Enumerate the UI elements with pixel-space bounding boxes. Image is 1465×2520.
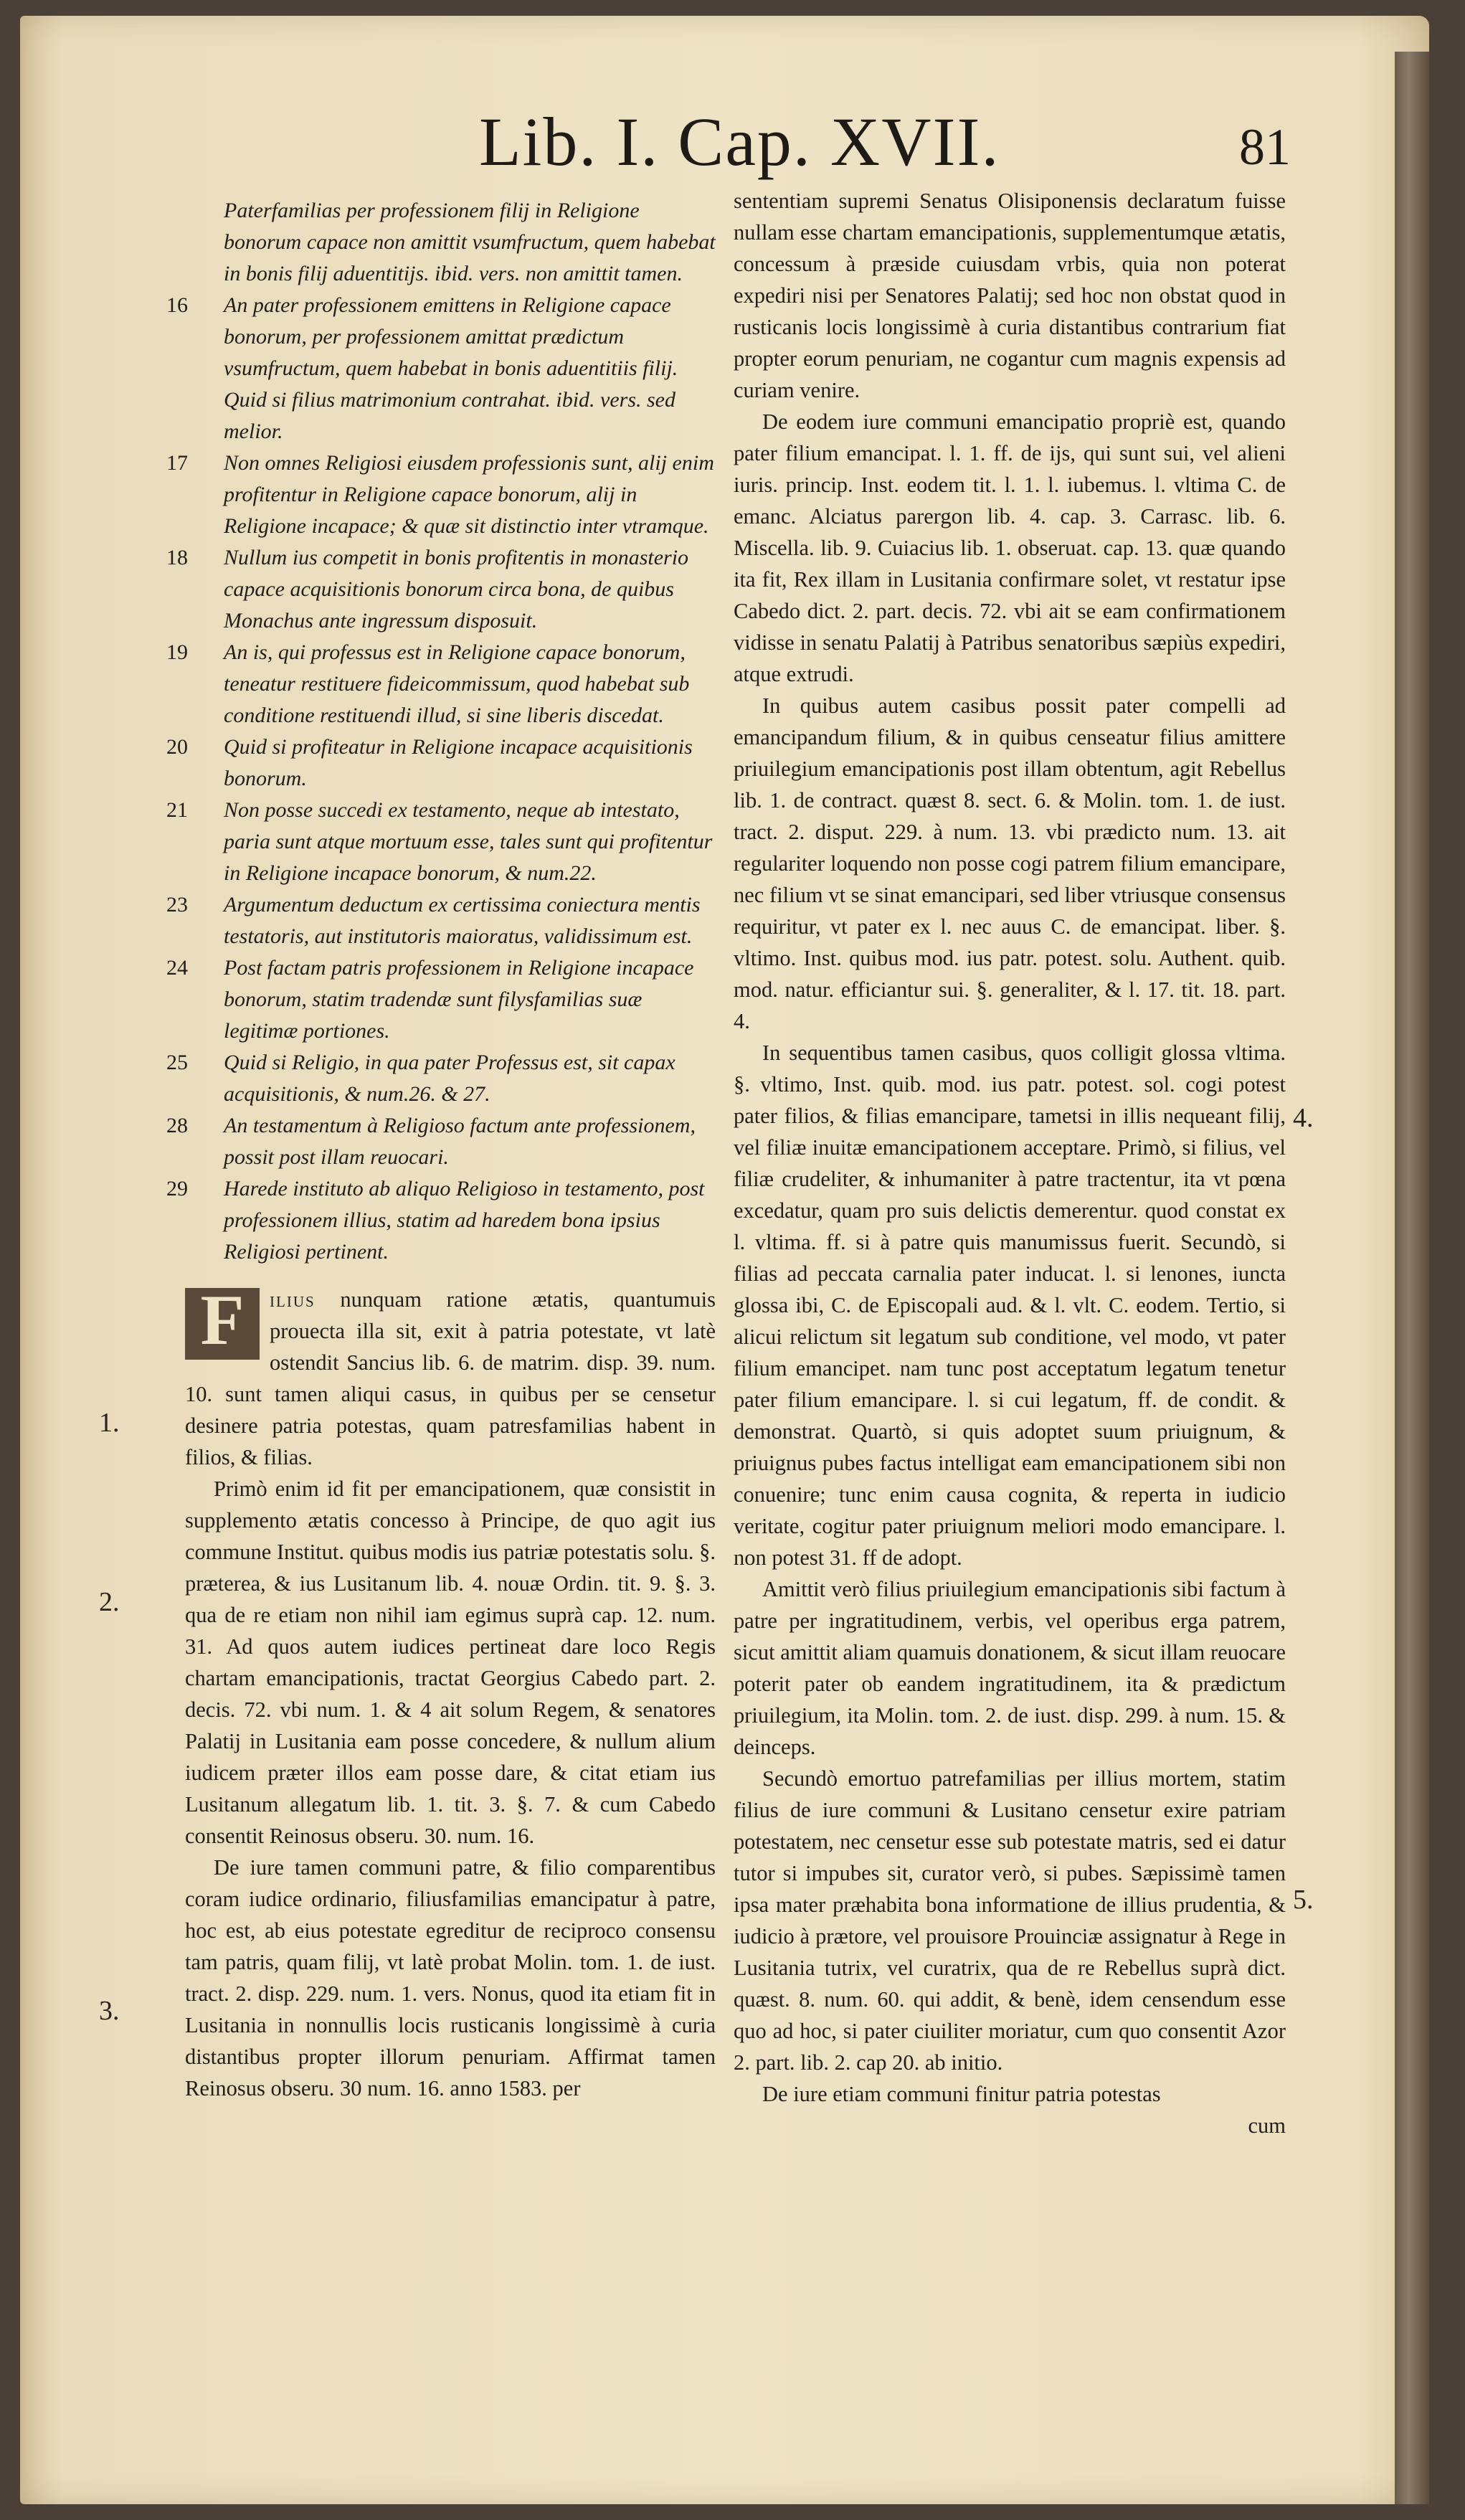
book-page — [20, 16, 1429, 2504]
summary-item — [185, 195, 716, 290]
summary-text: Quid si filius matrimonium contrahat. ibid. vers. sed melior. — [224, 388, 675, 443]
summary-item — [166, 637, 716, 731]
summary-number: 19 — [166, 640, 188, 664]
margin-number: 3. — [99, 1996, 120, 2026]
summary-item — [166, 542, 716, 637]
paragraph: In sequentibus tamen casibus, quos colligit glossa vltima. §. vltimo, Inst. quib. mod. ius patr. potest. sol. cogi potest pater filios, & filias emancipare, tametsi in illis nequeant filij, vel filiæ inuitæ emancipationem acceptare. Primò, si filius, vel filiæ crudeliter, & inhumaniter à patre tractentur, ita vt pœna excedatur, quam pro suis delictis demerentur. quod constat ex l. vltima. ff. si à patre quis manumissus fuerit. Secundò, si filias ad peccata carnalia pater inducat. l. si lenones, iuncta glossa ibi, C. de Episcopali aud. & l. vlt. C. eodem. Tertio, si alicui relictum sit legatum sub conditione, vel modo, vt pater filium emancipet. nam tunc post acceptatum legatum tenetur pater filium emancipare. l. si cui legatum, ff. de condit. & demonstrat. Quartò, si quis adoptet suum priuignum, & priuignus pubes factus intelligat eam emancipationem sibi non conuenire; tunc enim causa cognita, & reperta in iudicio veritate, cogitur pater priuignum meliori modo emancipare. l. non potest 31. ff de adopt. — [734, 1041, 1286, 1570]
paragraph: In quibus autem casibus possit pater compelli ad emancipandum filium, & in quibus censeatur filius amittere priuilegium emancipationis post illam obtentum, agit Rebellus lib. 1. de contract. quæst 8. sect. 6. & Molin. tom. 1. de iust. tract. 2. disput. 229. à num. 13. vbi prædicto num. 13. ait regulariter loquendo non posse cogi patrem filium emancipare, nec filium vt se sinat emancipari, sed liber vtriusque consensus requiritur, vt pater ex l. nec auus C. de emancipat. liber. §. vltimo. Inst. quibus mod. ius patr. potest. solu. Authent. quib. mod. natur. efficiantur sui. §. generaliter, & l. 17. tit. 18. part. 4. — [734, 693, 1286, 1033]
summary-number: 17 — [166, 451, 188, 475]
summary-item — [166, 889, 716, 952]
paragraph-text: nunquam ratione ætatis, quantumuis prouecta illa sit, exit à patria potestate, vt latè ostendit Sancius lib. 6. de matrim. disp. 39. num. 10. sunt tamen aliqui casus, in quibus per se censetur desinere patria potestas, quam patresfamilias habent in filios, & filias. — [185, 1287, 716, 1469]
summary-item — [166, 1047, 716, 1110]
opening-word: ilius — [270, 1287, 316, 1312]
running-title: Lib. I. Cap. XVII. — [479, 103, 1000, 180]
summary-item — [166, 1110, 716, 1173]
page-edge — [1395, 52, 1429, 2504]
summary-text: Non omnes Religiosi eiusdem professionis sunt, alij enim profitentur in Religione capace bonorum, alij in Religione incapace; & quæ sit distinctio inter vtramque. — [224, 451, 714, 538]
paragraph: De eodem iure communi emancipatio propriè est, quando pater filium emancipat. l. 1. ff. de ijs, qui sunt sui, vel alieni iuris. princip. Inst. eodem tit. l. 1. l. iubemus. l. vltima C. de emanc. Alciatus parergon lib. 4. cap. 3. Carrasc. lib. 6. Miscella. lib. 9. Cuiacius lib. 1. obseruat. cap. 13. quæ quando ita fit, Rex illam in Lusitania confirmare solet, vt restatur ipse Cabedo dict. 2. part. decis. 72. vbi ait se eam confirmationem vidisse in senatu Palatij à Patribus senatoribus sæpiùs expediri, atque extrudi. — [734, 409, 1286, 686]
summary-item — [166, 731, 716, 795]
left-column — [166, 195, 716, 2104]
paragraph: De iure tamen communi patre, & filio comparentibus coram iudice ordinario, filiusfamilias emancipatur à patre, hoc est, ab eius potestate egreditur de reciproco consensu tam patris, quam filij, vt latè probat Molin. tom. 1. de iust. tract. 2. disp. 229. num. 1. vers. Nonus, quod ita etiam fit in Lusitania in nonnullis locis rusticanis longissimè à curia distantibus propter illorum penuriam. Affirmat tamen Reinosus obseru. 30 num. 16. anno 1583. per — [185, 1855, 716, 2100]
paragraph: sententiam supremi Senatus Olisiponensis declaratum fuisse nullam esse chartam emancipationis, supplementumque ætatis, concessum à præside cuiusdam vrbis, quia non poterat expediri nisi per Senatores Palatij; sed hoc non obstat quod in rusticanis locis longissimè à curia distantibus contrarium fiat propter eorum penuriam, ne cogantur cum magnis expensis ad curiam venire. — [734, 189, 1286, 402]
summary-number: 20 — [166, 735, 188, 759]
summary-text: Harede instituto ab aliquo Religioso in testamento, post professionem illius, statim ad haredem bona ipsius Religiosi pertinent. — [224, 1177, 705, 1264]
summary-item — [166, 795, 716, 889]
summary-number: 18 — [166, 546, 188, 569]
summary-text: Quid si profiteatur in Religione incapace acquisitionis bonorum. — [224, 735, 693, 790]
summary-text: Paterfamilias per professionem filij in Religione bonorum capace non amittit vsumfructum, quem habebat in bonis filij aduentitijs. ibid. vers. non amittit tamen. — [224, 199, 716, 285]
summary-text: Non posse succedi ex testamento, neque ab intestato, paria sunt atque mortuum esse, tales sunt qui profitentur in Religione incapace bonorum, & num.22. — [224, 798, 713, 885]
summary-list — [166, 195, 716, 1268]
summary-item — [185, 384, 716, 447]
right-column — [734, 185, 1286, 2141]
paragraph: Primò enim id fit per emancipationem, quæ consistit in supplemento ætatis concesso à Principe, de quo agit ius commune Institut. quibus modis ius patriæ potestatis solu. §. præterea, & ius Lusitanum lib. 4. nouæ Ordin. tit. 9. §. 3. qua de re etiam non nihil iam egimus suprà cap. 12. num. 31. Ad quos autem iudices pertineat dare loco Regis chartam emancipationis, tractat Georgius Cabedo part. 2. decis. 72. vbi num. 1. & 4 ait solum Regem, & senatores Palatij in Lusitania eam posse concedere, & nullum alium iudicem præter illos eam posse dare, & citat etiam ius Lusitanum allegatum lib. 1. tit. 3. §. 7. & cum Cabedo consentit Reinosus obseru. 30. num. 16. — [185, 1477, 716, 1848]
margin-number: 2. — [99, 1587, 120, 1617]
opening-paragraph — [185, 1280, 716, 1473]
summary-item — [166, 447, 716, 542]
summary-text: Argumentum deductum ex certissima coniectura mentis testatoris, aut institutoris maioratus, validissimum est. — [224, 893, 701, 948]
drop-cap-initial: F — [185, 1288, 260, 1360]
summary-text: Nullum ius competit in bonis profitentis in monasterio capace acquisitionis bonorum circa bona, de quibus Monachus ante ingressum disposuit. — [224, 546, 689, 633]
margin-number: 1. — [99, 1408, 120, 1438]
catchword: cum — [1248, 2113, 1286, 2138]
summary-item — [166, 952, 716, 1047]
summary-item — [166, 290, 716, 384]
margin-number: 5. — [1293, 1885, 1314, 1915]
summary-number: 28 — [166, 1114, 188, 1137]
summary-text: An pater professionem emittens in Religione capace bonorum, per professionem amittat prædictum vsumfructum, quem habebat in bonis aduentitiis filij. — [224, 293, 678, 380]
summary-number: 29 — [166, 1177, 188, 1200]
summary-text: An testamentum à Religioso factum ante professionem, possit post illam reuocari. — [224, 1114, 696, 1169]
margin-number: 4. — [1293, 1103, 1314, 1133]
summary-number: 25 — [166, 1051, 188, 1074]
paragraph: Secundò emortuo patrefamilias per illius mortem, statim filius de iure communi & Lusitano censetur exire patriam potestatem, nec censetur esse sub potestate matris, sed ei datur tutor si impubes sit, curator verò, si pubes. Sæpissimè tamen ipsa mater præhabita bona informatione de illius prudentia, & iudicio à prætore, vel prouisore Prouinciæ assignatur à Rege in Lusitania tutrix, vel curatrix, qua de re Rebellus suprà dict. quæst. 8. num. 60. qui addit, & benè, idem censendum esse quo ad hoc, si pater ciuiliter moriatur, cum quo consentit Azor 2. part. lib. 2. cap 20. ab initio. — [734, 1766, 1286, 2075]
paragraph: De iure etiam communi finitur patria potestas — [762, 2082, 1161, 2106]
summary-number: 23 — [166, 893, 188, 916]
paragraph: Amittit verò filius priuilegium emancipationis sibi factum à patre per ingratitudinem, verbis, vel operibus erga patrem, sicut amittit aliam quamuis donationem, & sicut illam reuocare poterit pater ob eandem ingratitudinem, ita & prædictum priuilegium, ita Molin. tom. 2. de iust. disp. 299. à num. 15. & deinceps. — [734, 1577, 1286, 1759]
page-header — [20, 95, 1429, 181]
summary-number: 16 — [166, 293, 188, 317]
summary-text: Post factam patris professionem in Religione incapace bonorum, statim tradendæ sunt filysfamilias suæ legitimæ portiones. — [224, 956, 694, 1043]
summary-item — [166, 1173, 716, 1268]
summary-number: 21 — [166, 798, 188, 822]
summary-number: 24 — [166, 956, 188, 980]
page-number: 81 — [1239, 118, 1291, 176]
summary-text: An is, qui professus est in Religione capace bonorum, teneatur restituere fideicommissum, quod habebat sub conditione restituendi illud, si sine liberis discedat. — [224, 640, 690, 727]
summary-text: Quid si Religio, in qua pater Professus est, sit capax acquisitionis, & num.26. & 27. — [224, 1051, 675, 1106]
